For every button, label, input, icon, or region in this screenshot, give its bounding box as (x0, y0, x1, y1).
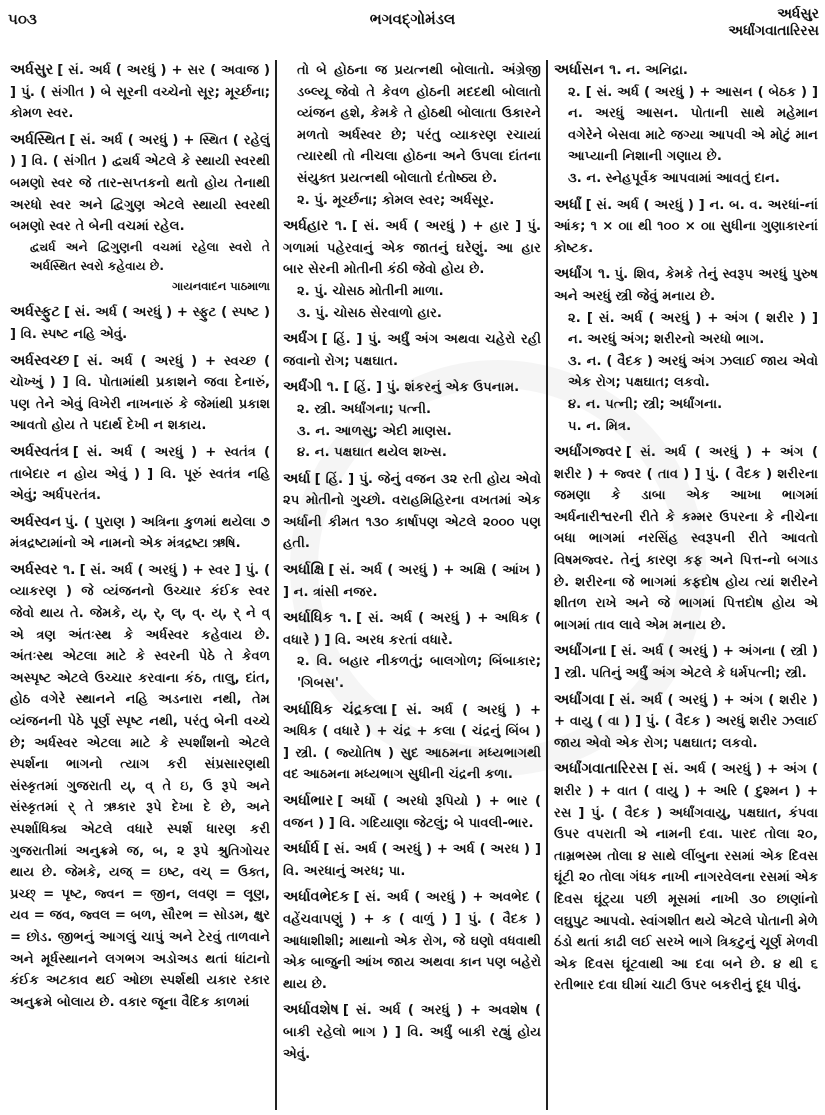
entry-text: [ સં. અર્ધ ( અરધું ) + અક્ષિ ( આંખ ) ] ન. ત્રાંસી નજર. (283, 563, 541, 600)
dictionary-entry (283, 700, 541, 786)
dictionary-entry (283, 329, 541, 372)
dictionary-entry (283, 839, 541, 882)
entry-headword: અર્ધસ્વર ૧. (10, 561, 76, 578)
entry-headword: અર્ધાંગવા (554, 691, 605, 708)
running-title: ભગવદ્ગોમંડલ (369, 10, 456, 28)
dictionary-entry (283, 377, 541, 463)
dictionary-entry (283, 216, 541, 324)
entry-definition (283, 1000, 541, 1065)
column-3 (554, 60, 818, 1112)
entry-sense: ૪. ન. પત્ની; સ્ત્રી; અર્ધાંગના. (568, 396, 723, 412)
entry-headword: અર્ધસ્વતંત્ર (10, 443, 69, 460)
entry-headword: અર્ધસ્વચ્છ (10, 352, 70, 369)
entry-definition (554, 641, 818, 684)
entry-text: [ સં. અર્ધ ( અરધું ) + અંગના ( સ્ત્રી ) ] સ્ત્રી. પતિનું અર્ધું અંગ એટલે કે ધર્મપત્ની; સ્ત્રી. (554, 644, 818, 682)
dictionary-entry (10, 512, 270, 555)
entry-text: [ સં. અર્ધ ( અરધું ) + અવશેષ ( બાકી રહેલો ભાગ ) ] વિ. અર્ધું બાકી રહ્યું હોય એવું. (283, 1003, 541, 1062)
page-header (0, 0, 825, 60)
dictionary-entry (554, 195, 818, 260)
column-1 (10, 60, 270, 1112)
entry-headword: અર્ધંગ (283, 331, 318, 348)
dictionary-entry (554, 641, 818, 684)
entry-definition (554, 759, 818, 997)
entry-headword: અર્ધસ્વન (10, 513, 62, 530)
entry-text: [ સં. અર્ધ ( અરધું ) + અંગ ( શરીર ) + વાયુ ( વા ) ] પું. ( વૈદક ) અરધું શરીર ઝલાઈ જાય એવો એક રોગ; પક્ષઘાત; લકવો. (554, 692, 818, 751)
dictionary-entry (283, 60, 541, 211)
entry-quotation: દ્વ્યર્ધ અને દ્વિગુણની વચમાં રહેલા સ્વરો તે અર્ધસ્થિત સ્વરો કહેવાય છે. (30, 239, 270, 273)
entry-sense: ૨. વિ. બહાર નીકળતું; બાલગોળ; બિંબાકાર; 'ગિબસ'. (297, 654, 541, 692)
entry-text: [ સં. અર્ધ ( અરધું ) + સ્ફુટ ( સ્પષ્ટ ) ] વિ. સ્પષ્ટ નહિ એવું. (10, 305, 270, 342)
entry-definition (554, 442, 818, 636)
entry-text: પું. શિવ, કેમકે તેનું સ્વરૂપ અરધું પુરુષ અને અરધું સ્ત્રી જેવું મનાય છે. (554, 267, 818, 304)
entry-definition (554, 264, 818, 307)
entry-definition (283, 329, 541, 372)
entry-headword: અર્ધાસન ૧. (554, 62, 622, 78)
entry-headword: અર્ધાક્ષિ (283, 562, 325, 579)
entry-headword: અર્ધા (283, 470, 311, 487)
entry-sense: ૨. [ સં. અર્ધ ( અરધું ) + અંગ ( શરીર ) ] ન. અરધું અંગ; શરીરનો અરધો ભાગ. (568, 310, 818, 348)
entry-text: [ સં. અર્ધ ( અરધું ) + સ્વચ્છ ( ચોખ્ખું ) ] વિ. પોતામાંથી પ્રકાશને જવા દેનારું, પણ તેને એવું વિખેરી નાખનારું કે જેમાંથી પ્રકાશ આવતો હોય તે પદાર્થ દેખી ન શકાય. (10, 353, 270, 434)
entry-text: [ સં. અર્ધ ( અરધું ) + હાર ] પું. ગળામાં પહેરવાનું એક જાતનું ઘરેણું. આ હાર બાર સેરની મોતીની કંઠી જેવો હોય છે. (283, 219, 541, 278)
entry-definition (283, 60, 541, 190)
entry-definition (283, 887, 541, 995)
entry-headword: અર્ધાંગજ્વર (554, 444, 622, 461)
entry-definition (10, 302, 270, 345)
entry-headword: અર્ધાવભેદક (283, 889, 350, 906)
entry-text: [ સં. અર્ધ ( અરધું ) ] ન. બ. વ. અરધાં-નાં આંક; ૧ × ૦ાા થી ૧૦૦ × ૦ાા સુધીના ગુણાકારનાં કોષ્ટક. (554, 197, 818, 256)
entry-sense: ૩. ન. ( વૈદક ) અરધું અંગ ઝલાઈ જાય એવો એક રોગ; પક્ષઘાત; લકવો. (568, 353, 818, 391)
entry-definition (283, 839, 541, 882)
dictionary-columns (0, 60, 825, 1115)
dictionary-entry (554, 690, 818, 755)
entry-definition (283, 791, 541, 834)
entry-text: પું. ( પુરાણ ) અત્રિના કુળમાં થયેલા ૭ મંત્રદ્રષ્ટામાંનો એ નામનો એક મંત્રદ્રષ્ટા ઋષિ. (10, 514, 270, 552)
entry-definition (283, 377, 541, 399)
dictionary-entry (283, 560, 541, 603)
entry-text: ન. અનિદ્રા. (625, 63, 688, 78)
entry-text: તો બે હોઠના જ પ્રયત્નથી બોલાતો. અંગ્રેજી ડબ્લ્યૂ જેવો તે કેવળ હોઠની મદદથી બોલાતો વ્યંજન હશે, કેમકે તે હોઠથી બોલાતા ઉકારને મળતો અર્ધસ્વર છે; પરંતુ વ્યાકરણ રચાયાં ત્યારથી તો નીચલા હોઠના અને ઉપલા દાંતના સંયુક્ત પ્રયત્નથી બોલાતો દંતોષ્ઠ્ય છે. (297, 63, 541, 186)
entry-text: [ સં. અર્ધ ( અરધું ) + સ્વતંત્ર ( તાબેદાર ન હોય એવું ) ] વિ. પૂરું સ્વતંત્ર નહિ એવું; અર્ધપરતંત્ર. (10, 444, 270, 504)
entry-definition (10, 512, 270, 555)
entry-definition (283, 700, 541, 786)
entry-headword: અર્ધાંગના (554, 643, 607, 660)
entry-sense: ૨. [ સં. અર્ધ ( અરધું ) + આસન ( બેઠક ) ] ન. અરધું આસન. પોતાની સાથે મહેમાન વગેરેને બેસવા માટે જગ્યા આપવી એ મોટું માન આપ્યાની નિશાની ગણાય છે. (568, 84, 818, 165)
entry-definition (283, 608, 541, 651)
entry-headword: અર્ધાર્ધ (283, 841, 320, 858)
entry-sense: ૩. ન. આળસુ; એદી માણસ. (297, 423, 452, 439)
dictionary-entry (10, 560, 270, 1013)
entry-definition (10, 442, 270, 507)
entry-headword: અર્ધાંગ ૧. (554, 266, 611, 283)
entry-text: [ સં. અર્ધ ( અરધું ) + સ્વર ] પું. ( વ્યાકરણ ) જે વ્યંજનનો ઉચ્ચાર કંઈક સ્વર જેવો થાય તે. જેમકે, ય્, ર્, લ્, વ્. ય્, ર્ ને વ્ એ ત્રણ અંતઃસ્થ કે અર્ધસ્વર કહેવાય છે. અંતઃસ્થ એટલા માટે કે સ્વરની પેઠે તે કેવળ અસ્પૃષ્ટ એટલે ઉચ્ચાર કરવાના કંઠ, તાલુ, દાંત, હોઠ વગેરે સ્થાનને નહિ અડનારા નથી, તેમ વ્યંજનની પેઠે પૂર્ણ સ્પૃષ્ટ નથી, પરંતુ બેની વચ્ચે છે; અર્ધસ્વર એટલા માટે કે સ્પર્શાંશનો એટલે સ્પર્શના ભાગનો ત્યાગ કરી સંપ્રસારણથી સંસ્કૃતમાં ગુજરાતી ય્, વ્ તે ઇ, ઉ રૂપે અને સંસ્કૃતમાં ર્ તે ઋકાર રૂપે દેખા દે છે, અને સ્પર્શાધિક્ય એટલે વધારે સ્પર્શ ધારણ કરી ગુજરાતીમાં અનુક્રમે જ, બ, ૨ રૂપે શ્રુતિગોચર થાય છે. જેમકે, યજ્ = ઇષ્ટ, વચ્ = ઉક્ત, પ્રચ્છ્ = પૃષ્ટ, જ્વન = જીન, લવણ = લૂણ, યવ = જવ, જ્વલ = બળ, સૌરભ = સોડમ, ક્ષુર = છોડ. જીભનું આગલું ચાપું અને ટેરવું તાળવાને અને મૂર્ધસ્થાનને લગભગ અડોઅડ થતાં ધાંટાનો કંઈક અટકાવ થઈ ઓછા સ્પર્શથી યકાર રકાર અનુક્રમે બોલાય છે. વકાર જૂના વૈદિક કાળમાં (10, 562, 270, 1010)
dictionary-entry (283, 791, 541, 834)
dictionary-entry (10, 442, 270, 507)
entry-headword: અર્ધહાર ૧. (283, 218, 348, 235)
guide-words (728, 6, 819, 40)
entry-text: [ સં. અર્ધ ( અરધું ) + સ્થિત ( રહેલું ) ] વિ. ( સંગીત ) દ્વ્યર્ધ એટલે કે સ્થાયી સ્વરથી બમણો સ્વર જે તાર-સપ્તકનો થતો હોય તેનાથી અરધો સ્વર અને દ્વિગુણ એટલે સ્થાયી સ્વરથી બમણો સ્વર તે બેની વચમાં રહેલ. (10, 132, 270, 235)
entry-text: [ હિં. ] પું. અર્ધું અંગ અથવા ચહેરો રહી જવાનો રોગ; પક્ષઘાત. (283, 332, 541, 369)
quotation-source: ગાયનવાદન પાઠમાળા (172, 278, 270, 293)
entry-definition (10, 560, 270, 1013)
entry-definition (10, 351, 270, 437)
column-2 (283, 60, 541, 1112)
dictionary-entry (554, 759, 818, 997)
entry-sense: ૨. પું. ચોસઠ મોતીની માળા. (297, 283, 444, 299)
entry-headword: અર્ધાં (554, 196, 582, 213)
entry-headword: અર્ધાભાર (283, 793, 334, 809)
entry-text: [ સં. અર્ધ ( અરધું ) + સર ( અવાજ ) ] પું. ( સંગીત ) બે સૂરની વચ્ચેનો સૂર; મૂર્ચ્છના; કોમળ સ્વર. (10, 63, 270, 122)
dictionary-entry (283, 469, 541, 555)
entry-text: [ સં. અર્ધ ( અરધું ) + અંગ ( શરીર ) + જ્વર ( તાવ ) ] પું. ( વૈદક ) શરીરના જમણા કે ડાબા એક આખા ભાગમાં અર્ધનારીશ્વરની રીતે કે કમ્મર ઉપરના કે નીચેના બધા ભાગમાં નરસિંહ સ્વરૂપની રીતે આવતો વિષમજ્વર. તેનું કારણ કફ અને પિત્ત-નો બગાડ છે. શરીરના જે ભાગમાં કફદોષ હોય ત્યાં શરીરને શીતળ રાખે અને જે ભાગમાં પિત્તદોષ હોય એ ભાગમાં તાવ લાવે એમ મનાય છે. (554, 445, 818, 633)
entry-sense: ૩. ન. સ્નેહપૂર્વક આપવામાં આવતું દાન. (568, 170, 780, 186)
dictionary-entry (10, 351, 270, 437)
column-divider (546, 60, 548, 1110)
dictionary-entry (283, 1000, 541, 1065)
entry-text: [ સં. અર્ધ ( અરધું ) + અંગ ( શરીર ) + વાત ( વાયુ ) + અરિ ( દુશ્મન ) + રસ ] પું. ( વૈદક ) અર્ધાંગવાયુ, પક્ષઘાત, કંપવા ઉપર વપરાતી એ નામની દવા. પારદ તોલા ૨૦, તામ્રભસ્મ તોલા ૪ સાથે લીંબુના રસમાં એક દિવસ ઘૂંટી ૨૦ તોલા ગંધક નાખી નાગરવેલના રસમાં એક દિવસ ઘૂંટ્યા પછી મૂસમાં નાખી ૩૦ છાણાંનો લઘુપુટ આપવો. સ્વાંગશીત થયે એટલે પોતાની મેળે ઠંડો થતાં કાઢી લઈ સરખે ભાગે ત્રિકટુનું ચૂર્ણ મેળવી એક દિવસ ઘૂંટવાથી આ દવા બને છે. ૪ થી ૬ રતીભાર દવા ઘીમાં ચાટી ઉપર બકરીનું દૂધ પીવું. (554, 762, 818, 994)
entry-text: [ સં. અર્ધ ( અરધું ) + અધિક ( વધારે ) ] વિ. અરધ કરતાં વધારે. (283, 611, 541, 648)
entry-definition (283, 469, 541, 555)
guide-word-last: અર્ધાંગવાતારિરસ (728, 23, 819, 39)
entry-sense: ૫. ન. મિત્ર. (568, 418, 632, 434)
entry-definition (554, 690, 818, 755)
entry-headword: અર્ધાવશેષ (283, 1002, 339, 1019)
entry-sense: ૩. પું. ચોસઠ સેરવાળો હાર. (297, 305, 442, 321)
dictionary-entry (10, 302, 270, 345)
entry-definition (10, 60, 270, 125)
entry-definition (10, 130, 270, 238)
dictionary-entry (283, 608, 541, 694)
dictionary-entry (283, 887, 541, 995)
dictionary-entry (554, 264, 818, 437)
entry-text: [ સં. અર્ધ ( અરધું ) + અર્ધ ( અરધ ) ] વિ. અરધાનું અરધ; પા. (283, 842, 541, 879)
page-number: ૫૦૩ (8, 10, 37, 28)
entry-text: [ સં. અર્ધ ( અરધું ) + અવભેદ ( વહેંચવાપણું ) + ક ( વાળું ) ] પું. ( વૈદક ) આધાશીશી; માથાનો એક રોગ, જે ઘણો વધવાથી એક બાજુની આંખ જાય અથવા કાન પણ બહેરો થાય છે. (283, 890, 541, 992)
entry-definition (554, 60, 818, 82)
entry-definition (283, 560, 541, 603)
dictionary-entry (554, 60, 818, 190)
entry-definition (554, 195, 818, 260)
column-divider (275, 60, 277, 1110)
entry-headword: અર્ધંગી ૧. (283, 379, 340, 396)
entry-text: [ સં. અર્ધ ( અરધું ) + અધિક ( વધારે ) + ચંદ્ર + કલા ( ચંદ્રનું બિંબ ) ] સ્ત્રી. ( જ્યોતિષ ) સુદ આઠમના મધ્યભાગથી વદ આઠમના મધ્યભાગ સુધીની ચંદ્રની કળા. (283, 702, 541, 783)
entry-sense: ૪. ન. પક્ષઘાત થયેલ શખ્સ. (297, 445, 447, 461)
entry-sense: ૨. સ્ત્રી. અર્ધાંગના; પત્ની. (297, 401, 431, 417)
dictionary-entry (10, 130, 270, 298)
entry-headword: અર્ધાધિક ચંદ્રકલા (283, 701, 388, 718)
entry-text: [ અર્ધો ( અરધો રૂપિયો ) + ભાર ( વજન ) ] વિ. ગદિયાણા જેટલું; બે પાવલી-ભાર. (283, 794, 541, 831)
entry-definition (283, 216, 541, 281)
dictionary-entry (554, 442, 818, 636)
dictionary-entry (10, 60, 270, 125)
entry-headword: અર્ધાંગવાતારિરસ (554, 761, 648, 778)
entry-headword: અર્ધસ્ફુટ (10, 304, 60, 321)
entry-text: [ હિં. ] પું. જેનું વજન ૩૨ રતી હોય એવો ૨૫ મોતીનો ગુચ્છો. વરાહમિહિરના વખતમાં એક અર્ધાની કીમત ૧૩૦ કાર્ષાપણ એટલે ૨૦૦૦ પણ હતી. (283, 471, 541, 552)
entry-headword: અર્ધસ્થિત (10, 131, 66, 148)
entry-headword: અર્ધાધિક ૧. (283, 610, 353, 627)
entry-headword: અર્ધસુર (10, 62, 54, 78)
entry-sense: ૨. પું. મૂર્ચ્છના; કોમલ સ્વર; અર્ધસૂર. (297, 192, 495, 208)
entry-text: [ હિં. ] પું. શંકરનું એક ઉપનામ. (343, 380, 520, 396)
guide-word-first: અર્ધસુર (777, 6, 819, 22)
